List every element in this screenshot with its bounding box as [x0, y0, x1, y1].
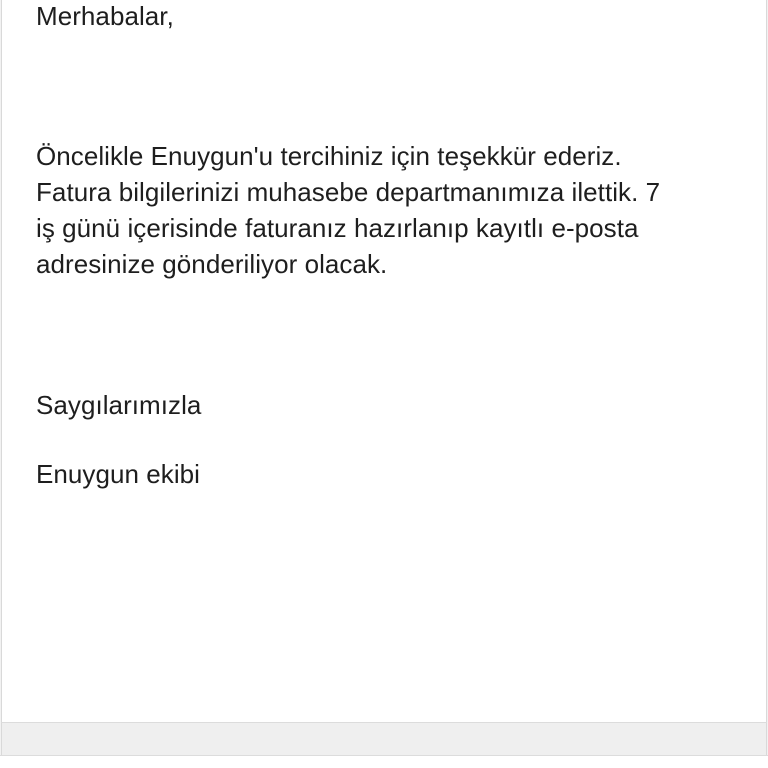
email-greeting: Merhabalar,	[36, 1, 174, 31]
email-message-line: Öncelikle Enuygun'u tercihiniz için teşekkür ederiz.	[36, 141, 622, 171]
email-footer-bar	[1, 723, 767, 755]
email-message	[36, 138, 736, 282]
email-footer-divider	[0, 755, 768, 768]
email-message-line: Fatura bilgilerinizi muhasebe departmanımıza ilettik. 7	[36, 177, 661, 207]
email-message-line: iş günü içerisinde faturanız hazırlanıp kayıtlı e-posta	[36, 213, 639, 243]
email-body-card	[1, 0, 767, 723]
email-message-line: adresinize gönderiliyor olacak.	[36, 249, 388, 279]
email-signoff: Saygılarımızla	[36, 390, 202, 420]
email-sender-team: Enuygun ekibi	[36, 459, 200, 489]
